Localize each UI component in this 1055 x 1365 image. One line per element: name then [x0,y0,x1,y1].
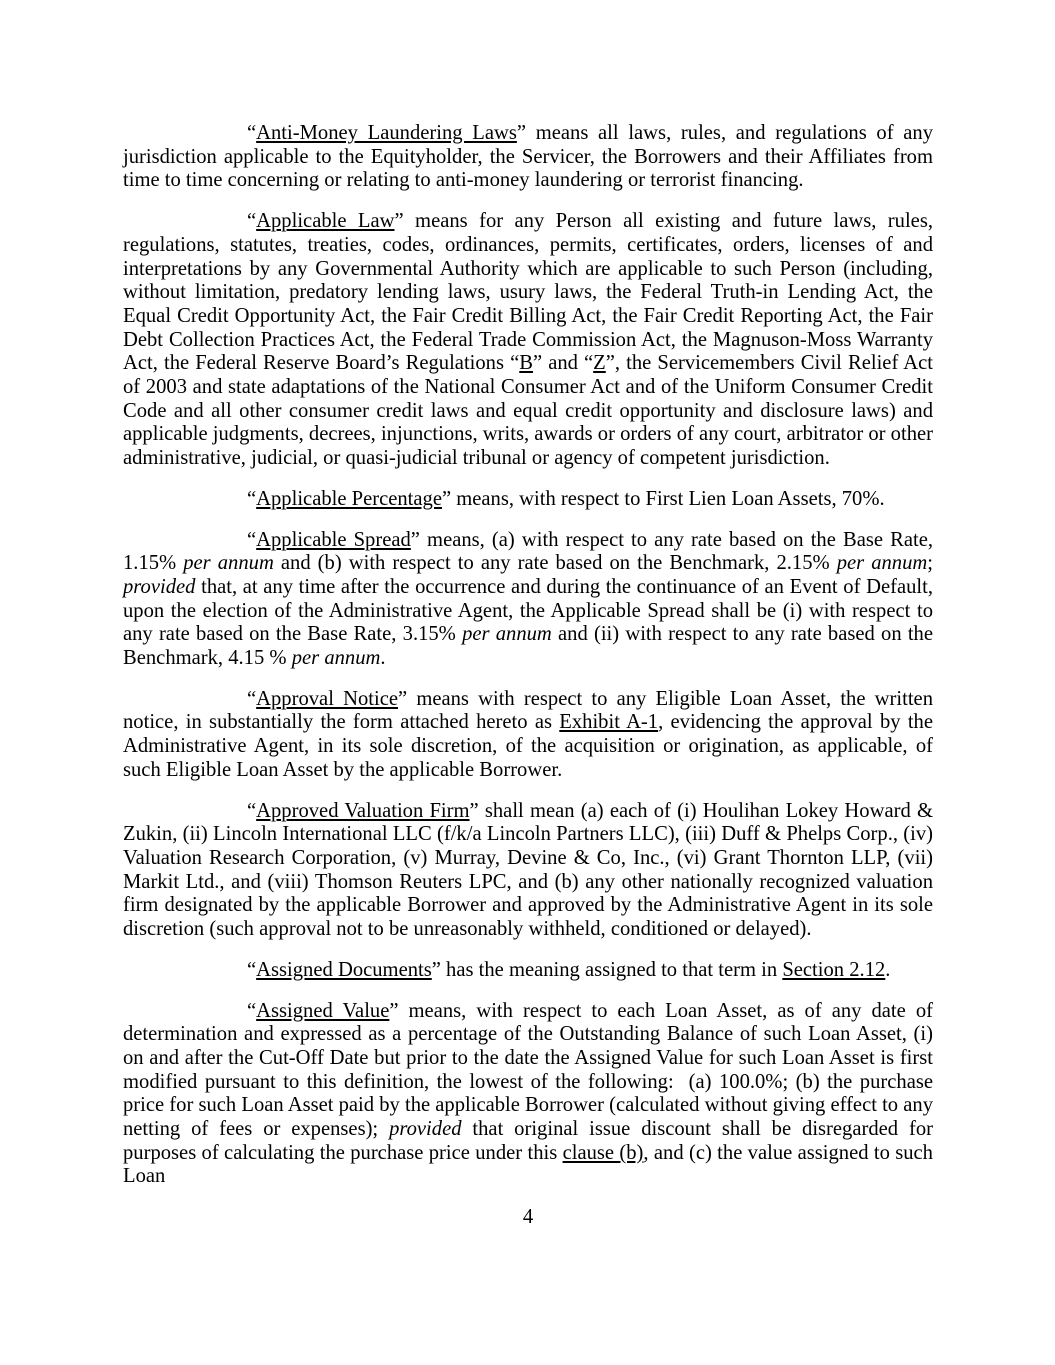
text-run: and (b) with respect to any rate based on the Benchmark, 2.15% [273,552,837,575]
text-run: ” means, with respect to each Loan Asset, as of any date of determination and expressed as a percentage of the Outstanding Balance of such Loan Asset, (i) on and after the Cut-Off Date but prior to the date the Assigned Value for such Loan Asset is first modified pursuant to this definition, the lowest of the following: (a) 100.0%; (b) the purchase price for such Loan Asset paid by the applicable Borrower (calculated without giving effect to any netting of fees or expenses); [123,999,933,1141]
page-number: 4 [522,1206,534,1229]
text-run: , and (c) the value assigned to such Loan [123,1141,933,1188]
def-applicable-law [123,210,933,471]
text-run: ” means with respect to any Eligible Loan Asset, the written notice, in substantially the form attached hereto as [123,687,933,734]
underlined-term: Applicable Spread [256,528,411,551]
def-assigned-documents [123,959,933,983]
text-run: “ [247,528,257,551]
underlined-term: Z [593,352,606,375]
def-assigned-value [123,1000,933,1190]
underlined-term: Assigned Documents [256,958,432,981]
italic-text: per annum [183,552,274,575]
text-run: ” means all laws, rules, and regulations of any jurisdiction applicable to the Equityholder, the Servicer, the Borrowers and their Affiliates from time to time concerning or relating to anti-money laundering or terrorist financing. [123,122,934,192]
italic-text: per annum [836,552,928,575]
text-run: ” shall mean (a) each of (i) Houlihan Lokey Howard & Zukin, (ii) Lincoln International LLC (f/k/a Lincoln Partners LLC), (iii) Duff & Phelps Corp., (iv) Valuation Research Corporation, (v) Murray, Devine & Co, Inc., (vi) Grant Thornton LLP, (vii) Markit Ltd., and (viii) Thomson Reuters LPC, and (b) any other nationally recognized valuation firm designated by the applicable Borrower and approved by the Administrative Agent in its sole discretion (such approval not to be unreasonably withheld, conditioned or delayed). [123,799,933,941]
document-body [123,122,933,1189]
text-run: “ [247,122,257,144]
text-run: “ [247,210,257,233]
text-run: ” and “ [532,352,594,375]
underlined-term: Approval Notice [256,687,398,710]
underlined-term: B [519,352,533,375]
text-run: “ [247,958,257,981]
def-approved-valuation-firm [123,800,933,942]
underlined-term: Anti-Money Laundering Laws [256,122,517,144]
text-run: ; [927,552,934,575]
underlined-term: Applicable Law [256,210,395,233]
def-applicable-spread [123,529,933,671]
italic-text: per annum [462,623,552,646]
text-run: . [885,958,891,981]
text-run: ” means, with respect to First Lien Loan Assets, 70%. [441,487,885,510]
text-run: , evidencing the approval by the Administrative Agent, in its sole discretion, of the acquisition or origination, as applicable, of such Eligible Loan Asset by the applicable Borrower. [123,711,933,781]
underlined-term: clause (b) [562,1141,644,1164]
underlined-term: Approved Valuation Firm [256,799,470,822]
text-run: “ [247,487,257,510]
underlined-term: Exhibit A-1 [559,711,659,734]
def-applicable-percentage [123,488,933,512]
text-run: ” has the meaning assigned to that term in [431,958,783,981]
text-run: “ [247,999,257,1022]
def-approval-notice [123,688,933,783]
italic-text: per annum [291,647,381,670]
text-run: “ [247,799,257,822]
text-run: and (ii) with respect to any rate based on the Benchmark, 4.15 % [123,623,933,670]
def-anti-money-laundering-laws [123,122,933,193]
text-run: ”, the Servicemembers Civil Relief Act of 2003 and state adaptations of the National Consumer Act and of the Uniform Consumer Credit Code and all other consumer credit laws and equal credit opportunity and disclosure laws) and applicable judgments, decrees, injunctions, writs, awards or orders of any court, arbitrator or other administrative, judicial, or quasi-judicial tribunal or agency of competent jurisdiction. [123,352,933,470]
text-run: that original issue discount shall be disregarded for purposes of calculating the purchase price under this [123,1118,933,1164]
text-run: that, at any time after the occurrence and during the continuance of an Event of Default, upon the election of the Administrative Agent, the Applicable Spread shall be (i) with respect to any rate based on the Base Rate, 3.15% [123,575,933,646]
text-run: “ [247,687,257,710]
text-run: . [380,647,386,670]
text-run: ” means, (a) with respect to any rate based on the Base Rate, 1.15% [123,528,933,575]
text-run: ” means for any Person all existing and future laws, rules, regulations, statutes, treaties, codes, ordinances, permits, certificates, orders, licenses of and interpretations by any Governmental Authority which are applicable to such Person (including, without limitation, predatory lending laws, usury laws, the Federal Truth-in Lending Act, the Equal Credit Opportunity Act, the Fair Credit Billing Act, the Fair Credit Reporting Act, the Fair Debt Collection Practices Act, the Federal Trade Commission Act, the Magnuson-Moss Warranty Act, the Federal Reserve Board’s Regulations “ [123,210,933,375]
italic-text: provided [389,1118,462,1141]
underlined-term: Assigned Value [256,999,390,1022]
italic-text: provided [123,575,196,598]
underlined-term: Section 2.12 [782,958,886,981]
underlined-term: Applicable Percentage [256,487,442,510]
